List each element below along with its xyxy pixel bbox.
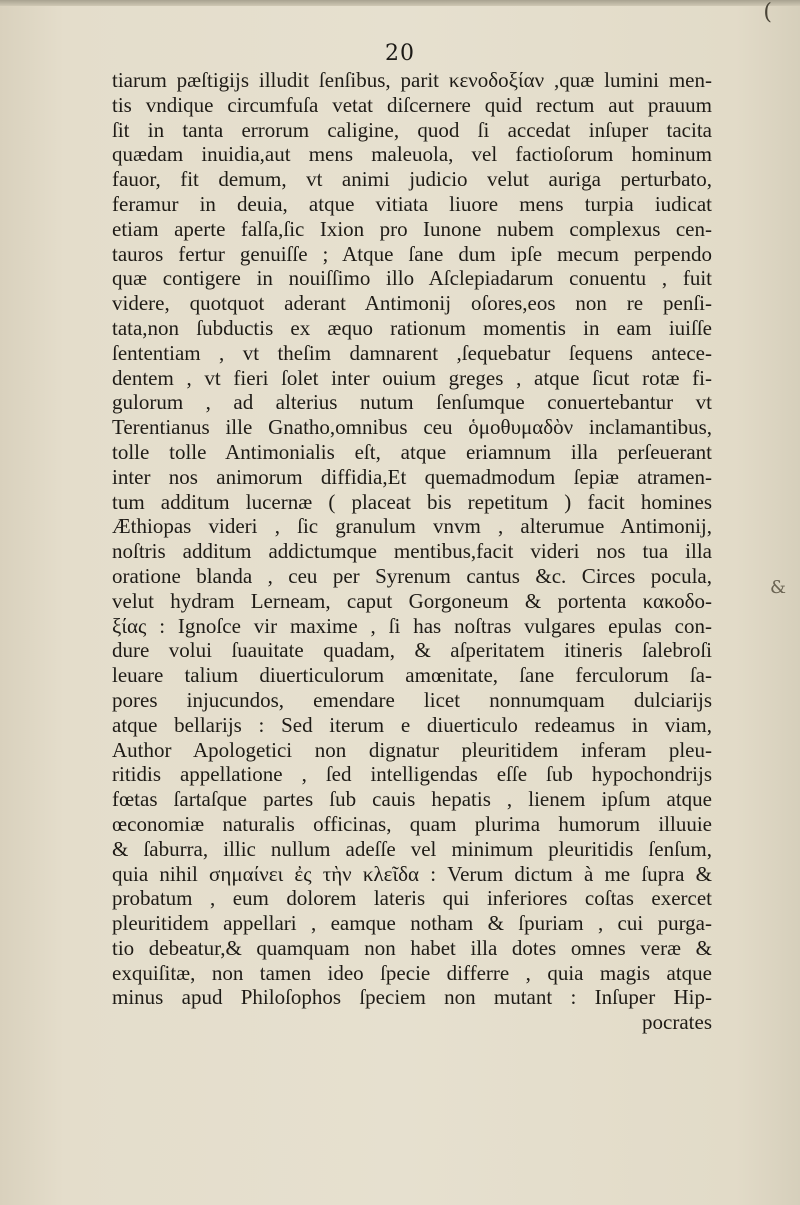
text-line: tio debeatur,& quamquam non habet illa dotes omnes veræ & <box>112 935 712 960</box>
margin-mark: & <box>770 577 787 598</box>
corner-mark: ( <box>763 0 772 25</box>
text-line: dure volui ſuauitate quadam, & aſperitatem itineris ſalebroſi <box>112 638 712 663</box>
text-line: Æthiopas videri , ſic granulum vnvm , alterumue Antimonij, <box>112 514 712 539</box>
text-line: dentem , vt fieri ſolet inter ouium greges , atque ſicut rotæ fi- <box>112 365 712 390</box>
text-line: leuare talium diuerticulorum amœnitate, ſane ferculorum ſa- <box>112 663 712 688</box>
body-text <box>112 68 712 1035</box>
text-line: ξίας : Ignoſce vir maxime , ſi has noſtras vulgares epulas con- <box>112 613 712 638</box>
text-line: videre, quotquot aderant Antimonij oſores,eos non re penſi- <box>112 291 712 316</box>
text-line: fœtas ſartaſque partes ſub cauis hepatis , lienem ipſum atque <box>112 787 712 812</box>
text-line: oratione blanda , ceu per Syrenum cantus &c. Circes pocula, <box>112 563 712 588</box>
text-line: ſententiam , vt theſim damnarent ,ſequebatur ſequens antece- <box>112 340 712 365</box>
text-line: quæ contigere in nouiſſimo illo Aſclepiadarum conuentu , fuit <box>112 266 712 291</box>
text-line: inter nos animorum diffidia,Et quemadmodum ſepiæ atramen- <box>112 464 712 489</box>
text-line: tiarum pæſtigijs illudit ſenſibus, parit κενοδοξίαν ,quæ lumini men- <box>112 68 712 92</box>
text-line: Author Apologetici non dignatur pleuritidem inferam pleu- <box>112 737 712 762</box>
text-line: gulorum , ad alterius nutum ſenſumque conuertebantur vt <box>112 390 712 415</box>
text-line: pleuritidem appellari , eamque notham & ſpuriam , cui purga- <box>112 911 712 936</box>
text-line: tata,non ſubductis ex æquo rationum momentis in eam iuiſſe <box>112 315 712 340</box>
catchword: pocrates <box>642 1010 712 1035</box>
text-line: probatum , eum dolorem lateris qui inferiores coſtas exercet <box>112 886 712 911</box>
text-line: tolle tolle Antimonialis eſt, atque eriamnum illa perſeuerant <box>112 439 712 464</box>
page-number: 20 <box>385 41 415 66</box>
text-line: tis vndique circumfuſa vetat diſcernere quid rectum aut prauum <box>112 92 712 117</box>
text-line: Terentianus ille Gnatho,omnibus ceu ὁμοθυμαδὸν inclamantibus, <box>112 415 712 440</box>
text-line: œconomiæ naturalis officinas, quam plurima humorum illuuie <box>112 811 712 836</box>
text-line: minus apud Philoſophos ſpeciem non mutant : Inſuper Hip- <box>112 985 712 1010</box>
text-line: exquiſitæ, non tamen ideo ſpecie differre , quia magis atque <box>112 960 712 985</box>
text-line: tauros fertur genuiſſe ; Atque ſane dum ipſe mecum perpendo <box>112 241 712 266</box>
text-line: etiam aperte falſa,ſic Ixion pro Iunone nubem complexus cen- <box>112 216 712 241</box>
text-line: noſtris additum addictumque mentibus,facit videri nos tua illa <box>112 539 712 564</box>
text-line: atque bellarijs : Sed iterum e diuerticulo redeamus in viam, <box>112 712 712 737</box>
text-line: feramur in deuia, atque vitiata liuore mens turpia iudicat <box>112 191 712 216</box>
text-line: & ſaburra, illic nullum adeſſe vel minimum pleuritidis ſenſum, <box>112 836 712 861</box>
text-line: tum additum lucernæ ( placeat bis repetitum ) facit homines <box>112 489 712 514</box>
text-line: fauor, fit demum, vt animi judicio velut auriga perturbato, <box>112 167 712 192</box>
text-line: ſit in tanta errorum caligine, quod ſi accedat inſuper tacita <box>112 117 712 142</box>
text-line: quædam inuidia,aut mens maleuola, vel factioſorum hominum <box>112 142 712 167</box>
text-line: pores injucundos, emendare licet nonnumquam dulciarijs <box>112 687 712 712</box>
text-line: velut hydram Lerneam, caput Gorgoneum & portenta κακοδο- <box>112 588 712 613</box>
text-line: ritidis appellatione , ſed intelligendas eſſe ſub hypochondrijs <box>112 762 712 787</box>
page-top-edge <box>0 0 800 6</box>
text-line: quia nihil σημαίνει ἐς τὴν κλεῖδα : Verum dictum à me ſupra & <box>112 861 712 886</box>
